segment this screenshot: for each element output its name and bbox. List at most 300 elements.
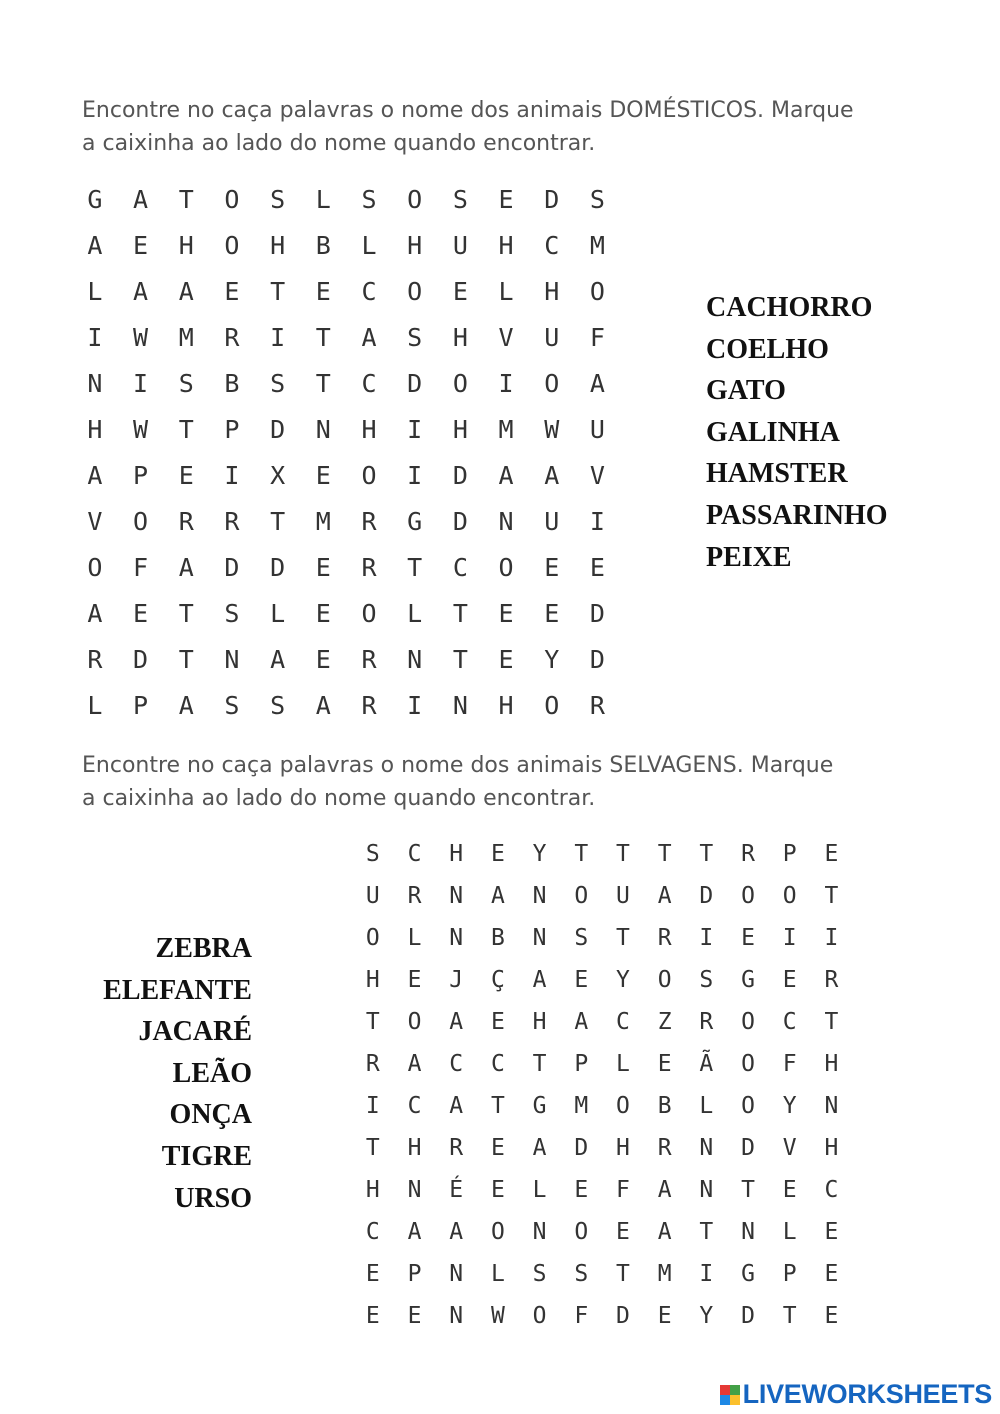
grid-letter[interactable]: T — [178, 644, 194, 674]
grid-letter[interactable]: H — [452, 414, 468, 444]
grid-letter[interactable]: A — [133, 184, 149, 214]
grid-letter[interactable]: T — [741, 1177, 755, 1203]
grid-letter[interactable]: G — [407, 506, 423, 536]
grid-letter[interactable]: B — [315, 230, 331, 260]
grid-letter[interactable]: T — [452, 644, 468, 674]
grid-letter[interactable]: T — [616, 1261, 630, 1287]
grid-letter[interactable]: A — [490, 883, 505, 909]
grid-letter[interactable]: B — [224, 368, 240, 398]
grid-letter[interactable]: N — [87, 368, 103, 398]
grid-letter[interactable]: R — [361, 506, 377, 536]
grid-letter[interactable]: E — [490, 1135, 505, 1161]
grid-letter[interactable]: L — [616, 1051, 630, 1077]
grid-letter[interactable]: J — [449, 967, 464, 993]
grid-letter[interactable]: T — [490, 1093, 505, 1119]
grid-letter[interactable]: A — [449, 1093, 464, 1119]
grid-letter[interactable]: O — [589, 276, 605, 306]
grid-letter[interactable]: C — [544, 230, 560, 260]
grid-letter[interactable]: E — [452, 276, 468, 306]
grid-letter[interactable]: U — [589, 414, 605, 444]
grid-letter[interactable]: A — [589, 368, 605, 398]
grid-row — [72, 544, 620, 590]
grid-letter[interactable]: L — [532, 1177, 547, 1203]
grid-letter[interactable]: N — [532, 1219, 547, 1245]
grid-letter[interactable]: R — [361, 644, 377, 674]
grid-letter[interactable]: P — [224, 414, 240, 444]
grid-letter[interactable]: C — [449, 1051, 464, 1077]
grid-letter[interactable]: E — [498, 184, 514, 214]
grid-letter[interactable]: W — [490, 1303, 505, 1329]
grid-letter[interactable]: D — [616, 1303, 630, 1329]
grid-letter[interactable]: O — [490, 1219, 505, 1245]
grid-letter[interactable]: O — [498, 552, 514, 582]
grid-letter[interactable]: O — [741, 1009, 755, 1035]
grid-letter[interactable]: O — [574, 883, 589, 909]
grid-letter[interactable]: A — [407, 1219, 422, 1245]
grid-letter[interactable]: H — [270, 230, 286, 260]
grid-letter[interactable]: E — [133, 230, 149, 260]
grid-letter[interactable]: N — [498, 506, 514, 536]
grid-letter[interactable]: E — [365, 1303, 380, 1329]
grid-letter[interactable]: S — [361, 184, 377, 214]
grid-letter[interactable]: S — [532, 1261, 547, 1287]
grid-letter[interactable]: E — [407, 967, 422, 993]
grid-letter[interactable]: F — [616, 1177, 630, 1203]
grid-letter[interactable]: T — [574, 841, 589, 867]
grid-letter[interactable]: A — [544, 460, 560, 490]
grid-letter[interactable]: D — [407, 368, 423, 398]
grid-letter[interactable]: N — [449, 925, 464, 951]
grid-letter[interactable]: R — [657, 1135, 672, 1161]
grid-letter[interactable]: S — [270, 184, 286, 214]
grid-letter[interactable]: S — [574, 1261, 589, 1287]
grid-letter[interactable]: W — [133, 322, 149, 352]
grid-letter[interactable]: N — [741, 1219, 755, 1245]
grid-letter[interactable]: R — [87, 644, 103, 674]
grid-letter[interactable]: F — [782, 1051, 797, 1077]
grid-letter[interactable]: S — [224, 690, 240, 720]
grid-letter[interactable]: C — [361, 368, 377, 398]
grid-letter[interactable]: I — [270, 322, 286, 352]
grid-letter[interactable]: C — [452, 552, 468, 582]
grid-letter[interactable]: E — [315, 552, 331, 582]
grid-letter[interactable]: T — [699, 1219, 714, 1245]
grid-letter[interactable]: H — [449, 841, 464, 867]
grid-letter[interactable]: O — [224, 184, 240, 214]
grid-letter[interactable]: I — [699, 925, 714, 951]
grid-letter[interactable]: H — [452, 322, 468, 352]
grid-letter[interactable]: A — [315, 690, 331, 720]
grid-letter[interactable]: E — [616, 1219, 630, 1245]
grid-letter[interactable]: H — [361, 414, 377, 444]
grid-letter[interactable]: O — [741, 1093, 755, 1119]
grid-letter[interactable]: A — [87, 230, 103, 260]
grid-letter[interactable]: O — [532, 1303, 547, 1329]
grid-letter[interactable]: E — [490, 1177, 505, 1203]
grid-letter[interactable]: D — [699, 883, 714, 909]
grid-letter[interactable]: E — [824, 1303, 839, 1329]
grid-letter[interactable]: O — [741, 1051, 755, 1077]
grid-letter[interactable]: L — [87, 276, 103, 306]
grid-letter[interactable]: E — [824, 1261, 839, 1287]
grid-letter[interactable]: Y — [699, 1303, 714, 1329]
grid-letter[interactable]: E — [574, 1177, 589, 1203]
grid-letter[interactable]: C — [407, 1093, 422, 1119]
logo-square-4 — [730, 1395, 740, 1405]
grid-letter[interactable]: N — [452, 690, 468, 720]
grid-letter[interactable]: C — [407, 841, 422, 867]
grid-letter[interactable]: D — [574, 1135, 589, 1161]
grid-letter[interactable]: M — [657, 1261, 672, 1287]
grid-letter[interactable]: M — [589, 230, 605, 260]
grid-letter[interactable]: A — [574, 1009, 589, 1035]
grid-letter[interactable]: Z — [657, 1009, 672, 1035]
grid-letter[interactable]: P — [782, 1261, 797, 1287]
grid-letter[interactable]: L — [407, 925, 422, 951]
grid-letter[interactable]: U — [544, 506, 560, 536]
grid-letter[interactable]: C — [616, 1009, 630, 1035]
grid-letter[interactable]: P — [407, 1261, 422, 1287]
grid-letter[interactable]: L — [490, 1261, 505, 1287]
grid-letter[interactable]: E — [574, 967, 589, 993]
grid-letter[interactable]: P — [782, 841, 797, 867]
grid-letter[interactable]: E — [315, 644, 331, 674]
grid-letter[interactable]: A — [532, 1135, 547, 1161]
word-list-item: GALINHA — [706, 416, 840, 448]
grid-letter[interactable]: O — [452, 368, 468, 398]
grid-letter[interactable]: R — [657, 925, 672, 951]
grid-letter[interactable]: H — [498, 230, 514, 260]
grid-letter[interactable]: T — [315, 368, 331, 398]
grid-letter[interactable]: Ã — [699, 1051, 714, 1077]
grid-letter[interactable]: O — [361, 460, 377, 490]
grid-letter[interactable]: N — [532, 883, 547, 909]
grid-letter[interactable]: T — [782, 1303, 797, 1329]
grid-letter[interactable]: S — [699, 967, 714, 993]
grid-letter[interactable]: A — [657, 1177, 672, 1203]
grid-letter[interactable]: G — [87, 184, 103, 214]
grid-letter[interactable]: N — [699, 1177, 714, 1203]
grid-letter[interactable]: N — [449, 1261, 464, 1287]
grid-letter[interactable]: A — [178, 552, 194, 582]
grid-letter[interactable]: E — [315, 460, 331, 490]
grid-letter[interactable]: W — [544, 414, 560, 444]
grid-letter[interactable]: V — [498, 322, 514, 352]
grid-letter[interactable]: F — [574, 1303, 589, 1329]
grid-letter[interactable]: T — [824, 1009, 839, 1035]
grid-letter[interactable]: H — [824, 1135, 839, 1161]
grid-letter[interactable]: A — [449, 1219, 464, 1245]
grid-letter[interactable]: E — [315, 276, 331, 306]
grid-letter[interactable]: M — [498, 414, 514, 444]
grid-letter[interactable]: H — [365, 967, 380, 993]
grid-letter[interactable]: T — [270, 276, 286, 306]
grid-letter[interactable]: U — [452, 230, 468, 260]
grid-letter[interactable]: Y — [616, 967, 630, 993]
grid-letter[interactable]: H — [498, 690, 514, 720]
grid-letter[interactable]: S — [407, 322, 423, 352]
grid-letter[interactable]: T — [365, 1009, 380, 1035]
grid-letter[interactable]: Y — [544, 644, 560, 674]
grid-letter[interactable]: Ç — [490, 967, 505, 993]
grid-letter[interactable]: E — [498, 644, 514, 674]
grid-letter[interactable]: E — [365, 1261, 380, 1287]
grid-letter[interactable]: C — [824, 1177, 839, 1203]
grid-row — [72, 636, 620, 682]
grid-letter[interactable]: D — [741, 1135, 755, 1161]
grid-letter[interactable]: D — [270, 414, 286, 444]
grid-letter[interactable]: R — [178, 506, 194, 536]
grid-letter[interactable]: T — [657, 841, 672, 867]
grid-letter[interactable]: W — [133, 414, 149, 444]
grid-letter[interactable]: C — [365, 1219, 380, 1245]
grid-letter[interactable]: H — [178, 230, 194, 260]
grid-letter[interactable]: D — [589, 644, 605, 674]
grid-letter[interactable]: A — [361, 322, 377, 352]
grid-letter[interactable]: U — [365, 883, 380, 909]
grid-letter[interactable]: T — [824, 883, 839, 909]
grid-letter[interactable]: U — [544, 322, 560, 352]
grid-letter[interactable]: E — [490, 841, 505, 867]
grid-letter[interactable]: T — [616, 925, 630, 951]
grid-letter[interactable]: I — [824, 925, 839, 951]
grid-letter[interactable]: T — [365, 1135, 380, 1161]
grid-letter[interactable]: T — [616, 841, 630, 867]
grid-letter[interactable]: E — [315, 598, 331, 628]
grid-letter[interactable]: N — [449, 883, 464, 909]
grid-letter[interactable]: T — [407, 552, 423, 582]
grid-letter[interactable]: U — [616, 883, 630, 909]
grid-letter[interactable]: I — [407, 414, 423, 444]
grid-letter[interactable]: T — [452, 598, 468, 628]
grid-letter[interactable]: N — [407, 644, 423, 674]
grid-letter[interactable]: S — [365, 841, 380, 867]
grid-letter[interactable]: H — [407, 1135, 422, 1161]
grid-letter[interactable]: N — [699, 1135, 714, 1161]
grid-letter[interactable]: E — [657, 1303, 672, 1329]
grid-letter[interactable]: P — [133, 690, 149, 720]
grid-letter[interactable]: E — [224, 276, 240, 306]
grid-letter[interactable]: D — [452, 460, 468, 490]
grid-letter[interactable]: E — [133, 598, 149, 628]
grid-letter[interactable]: A — [133, 276, 149, 306]
liveworksheets-logo — [720, 1379, 992, 1410]
grid-letter[interactable]: T — [270, 506, 286, 536]
grid-letter[interactable]: N — [407, 1177, 422, 1203]
grid-letter[interactable]: O — [544, 690, 560, 720]
grid-letter[interactable]: E — [498, 598, 514, 628]
grid-letter[interactable]: T — [178, 598, 194, 628]
grid-letter[interactable]: S — [452, 184, 468, 214]
grid-letter[interactable]: B — [490, 925, 505, 951]
grid-letter[interactable]: D — [741, 1303, 755, 1329]
grid-letter[interactable]: I — [407, 690, 423, 720]
grid-letter[interactable]: O — [782, 883, 797, 909]
grid-letter[interactable]: A — [449, 1009, 464, 1035]
grid-letter[interactable]: G — [741, 967, 755, 993]
grid-letter[interactable]: V — [87, 506, 103, 536]
grid-letter[interactable]: S — [178, 368, 194, 398]
grid-letter[interactable]: L — [270, 598, 286, 628]
grid-letter[interactable]: T — [315, 322, 331, 352]
grid-letter[interactable]: E — [782, 967, 797, 993]
grid-row — [72, 406, 620, 452]
grid-letter[interactable]: R — [589, 690, 605, 720]
grid-letter[interactable]: D — [224, 552, 240, 582]
instructions-domestic — [82, 94, 942, 160]
grid-letter[interactable]: H — [365, 1177, 380, 1203]
grid-letter[interactable]: D — [589, 598, 605, 628]
grid-letter[interactable]: I — [407, 460, 423, 490]
grid-letter[interactable]: M — [315, 506, 331, 536]
grid-letter[interactable]: O — [574, 1219, 589, 1245]
grid-letter[interactable]: E — [178, 460, 194, 490]
grid-letter[interactable]: P — [133, 460, 149, 490]
grid-letter[interactable]: R — [449, 1135, 464, 1161]
grid-letter[interactable]: L — [361, 230, 377, 260]
grid-letter[interactable]: A — [657, 1219, 672, 1245]
grid-letter[interactable]: T — [178, 414, 194, 444]
grid-letter[interactable]: A — [532, 967, 547, 993]
grid-letter[interactable]: P — [574, 1051, 589, 1077]
grid-letter[interactable]: E — [782, 1177, 797, 1203]
grid-letter[interactable]: Y — [782, 1093, 797, 1119]
grid-letter[interactable]: E — [741, 925, 755, 951]
grid-letter[interactable]: D — [133, 644, 149, 674]
grid-letter[interactable]: F — [133, 552, 149, 582]
grid-letter[interactable]: S — [589, 184, 605, 214]
grid-letter[interactable]: L — [407, 598, 423, 628]
grid-letter[interactable]: R — [741, 841, 755, 867]
grid-letter[interactable]: R — [699, 1009, 714, 1035]
grid-letter[interactable]: E — [824, 841, 839, 867]
grid-letter[interactable]: E — [589, 552, 605, 582]
grid-letter[interactable]: E — [544, 598, 560, 628]
grid-letter[interactable]: O — [407, 1009, 422, 1035]
grid-letter[interactable]: O — [544, 368, 560, 398]
grid-letter[interactable]: O — [365, 925, 380, 951]
grid-letter[interactable]: C — [782, 1009, 797, 1035]
grid-letter[interactable]: R — [407, 883, 422, 909]
grid-letter[interactable]: N — [532, 925, 547, 951]
grid-letter[interactable]: E — [824, 1219, 839, 1245]
grid-letter[interactable]: I — [224, 460, 240, 490]
grid-letter[interactable]: N — [824, 1093, 839, 1119]
grid-letter[interactable]: E — [657, 1051, 672, 1077]
grid-letter[interactable]: S — [270, 690, 286, 720]
grid-letter[interactable]: I — [365, 1093, 380, 1119]
grid-letter[interactable]: C — [361, 276, 377, 306]
logo-square-1 — [720, 1385, 730, 1395]
grid-letter[interactable]: O — [407, 184, 423, 214]
grid-letter[interactable]: O — [657, 967, 672, 993]
grid-letter[interactable]: H — [407, 230, 423, 260]
grid-letter[interactable]: F — [589, 322, 605, 352]
grid-letter[interactable]: H — [532, 1009, 547, 1035]
grid-letter[interactable]: I — [133, 368, 149, 398]
grid-letter[interactable]: E — [407, 1303, 422, 1329]
grid-letter[interactable]: S — [224, 598, 240, 628]
grid-letter[interactable]: O — [224, 230, 240, 260]
grid-letter[interactable]: A — [498, 460, 514, 490]
grid-row — [352, 1169, 852, 1211]
grid-letter[interactable]: D — [270, 552, 286, 582]
grid-letter[interactable]: D — [452, 506, 468, 536]
grid-letter[interactable]: É — [449, 1177, 464, 1203]
grid-letter[interactable]: C — [490, 1051, 505, 1077]
grid-letter[interactable]: O — [133, 506, 149, 536]
grid-letter[interactable]: O — [87, 552, 103, 582]
grid-letter[interactable]: S — [270, 368, 286, 398]
grid-letter[interactable]: I — [699, 1261, 714, 1287]
grid-letter[interactable]: A — [657, 883, 672, 909]
grid-row — [72, 498, 620, 544]
grid-letter[interactable]: R — [361, 552, 377, 582]
grid-letter[interactable]: A — [178, 276, 194, 306]
grid-letter[interactable]: O — [407, 276, 423, 306]
grid-letter[interactable]: E — [490, 1009, 505, 1035]
grid-letter[interactable]: A — [270, 644, 286, 674]
grid-letter[interactable]: I — [589, 506, 605, 536]
grid-letter[interactable]: O — [741, 883, 755, 909]
grid-letter[interactable]: N — [449, 1303, 464, 1329]
grid-letter[interactable]: R — [824, 967, 839, 993]
grid-letter[interactable]: B — [657, 1093, 672, 1119]
grid-letter[interactable]: S — [574, 925, 589, 951]
grid-letter[interactable]: X — [270, 460, 286, 490]
grid-letter[interactable]: N — [224, 644, 240, 674]
grid-letter[interactable]: D — [544, 184, 560, 214]
grid-letter[interactable]: E — [544, 552, 560, 582]
grid-letter[interactable]: T — [699, 841, 714, 867]
grid-letter[interactable]: N — [315, 414, 331, 444]
grid-letter[interactable]: I — [782, 925, 797, 951]
grid-letter[interactable]: M — [574, 1093, 589, 1119]
grid-letter[interactable]: A — [178, 690, 194, 720]
grid-row — [352, 1295, 852, 1337]
grid-letter[interactable]: O — [616, 1093, 630, 1119]
grid-letter[interactable]: L — [699, 1093, 714, 1119]
grid-letter[interactable]: R — [365, 1051, 380, 1077]
grid-letter[interactable]: G — [741, 1261, 755, 1287]
grid-letter[interactable]: R — [224, 506, 240, 536]
grid-letter[interactable]: L — [498, 276, 514, 306]
grid-letter[interactable]: A — [407, 1051, 422, 1077]
grid-letter[interactable]: I — [498, 368, 514, 398]
grid-letter[interactable]: V — [782, 1135, 797, 1161]
grid-letter[interactable]: I — [87, 322, 103, 352]
grid-letter[interactable]: Y — [532, 841, 547, 867]
grid-letter[interactable]: A — [87, 460, 103, 490]
grid-letter[interactable]: R — [361, 690, 377, 720]
grid-letter[interactable]: T — [178, 184, 194, 214]
grid-letter[interactable]: T — [532, 1051, 547, 1077]
grid-letter[interactable]: L — [87, 690, 103, 720]
grid-letter[interactable]: L — [782, 1219, 797, 1245]
grid-letter[interactable]: M — [178, 322, 194, 352]
grid-letter[interactable]: H — [544, 276, 560, 306]
grid-letter[interactable]: H — [87, 414, 103, 444]
grid-letter[interactable]: H — [824, 1051, 839, 1077]
grid-letter[interactable]: O — [361, 598, 377, 628]
word-list-domestic — [706, 287, 888, 578]
grid-letter[interactable]: H — [616, 1135, 630, 1161]
grid-letter[interactable]: A — [87, 598, 103, 628]
grid-letter[interactable]: G — [532, 1093, 547, 1119]
grid-letter[interactable]: R — [224, 322, 240, 352]
grid-letter[interactable]: L — [315, 184, 331, 214]
grid-letter[interactable]: V — [589, 460, 605, 490]
